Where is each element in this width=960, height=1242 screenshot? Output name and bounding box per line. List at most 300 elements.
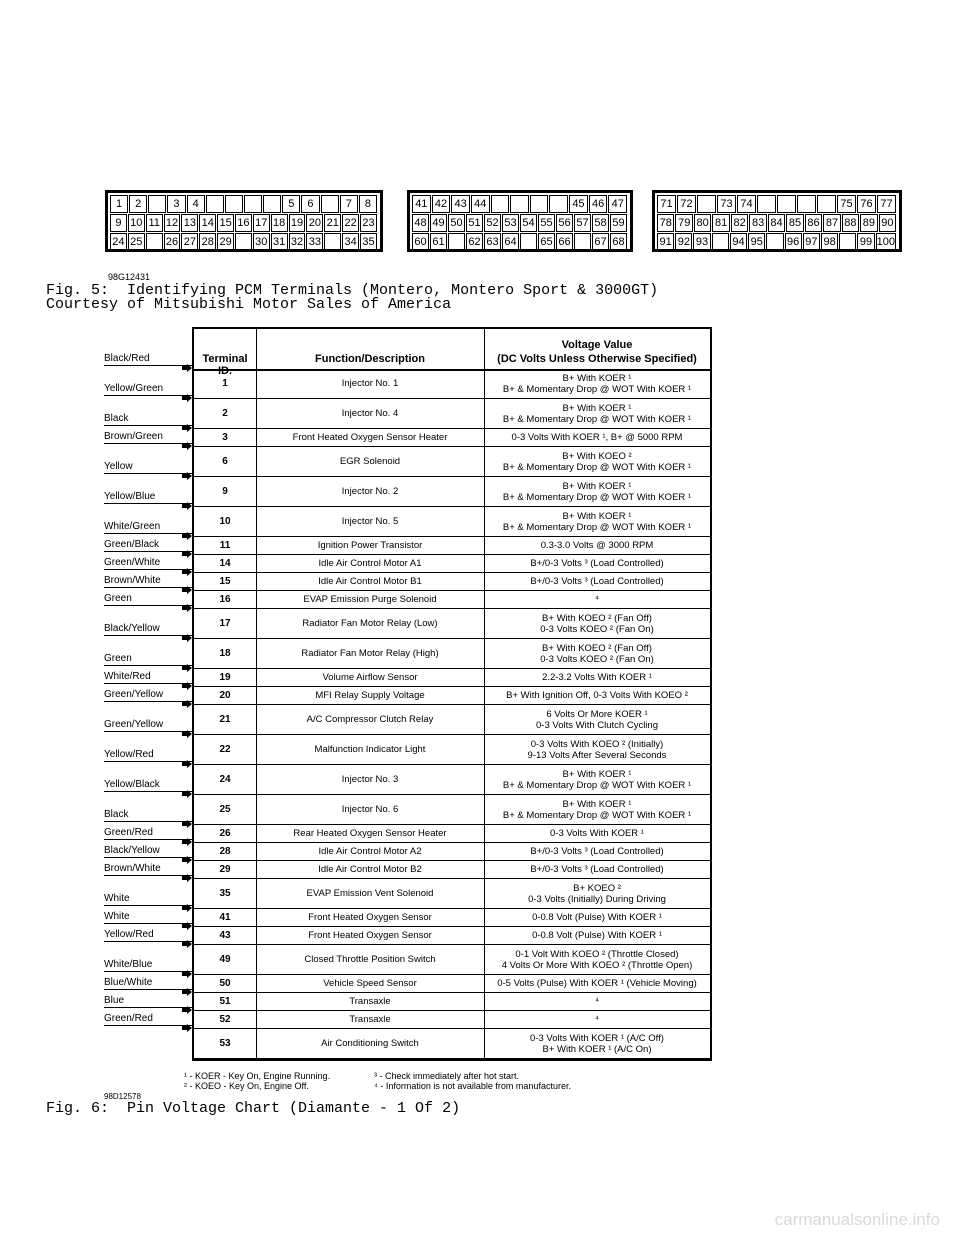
- connector-pin: [448, 233, 465, 251]
- voltage-line2: 0-3 Volts (Initially) During Driving: [528, 893, 666, 905]
- wire-color-label: Green/White: [104, 557, 194, 570]
- wire-arrow-icon: [182, 760, 192, 768]
- connector-pin: 25: [128, 233, 145, 251]
- terminal-id: 6: [194, 447, 257, 476]
- wire-arrow-icon: [182, 940, 192, 948]
- header-divider: [484, 329, 485, 369]
- function-description: Injector No. 5: [256, 507, 485, 536]
- table-row: [194, 609, 710, 639]
- voltage-line1: B+ With KOEO ²: [562, 450, 632, 462]
- voltage-value: [484, 591, 710, 608]
- connector-pin: [757, 195, 776, 213]
- connector-pin: 52: [484, 214, 501, 232]
- connector-pin: 50: [448, 214, 465, 232]
- wire-color-label: White: [104, 911, 194, 924]
- connector-pin: 90: [879, 214, 896, 232]
- connector-pin: [225, 195, 243, 213]
- terminal-id: 18: [194, 639, 257, 668]
- function-description: Idle Air Control Motor A1: [256, 555, 485, 572]
- wire-color-label: Yellow/Black: [104, 779, 194, 792]
- connector-pin: 92: [675, 233, 692, 251]
- terminal-id: 16: [194, 591, 257, 608]
- terminal-id: 50: [194, 975, 257, 992]
- connector-pin: [530, 195, 549, 213]
- voltage-value: [484, 993, 710, 1010]
- voltage-line1: ⁴: [594, 594, 600, 605]
- connector-pin: 17: [253, 214, 270, 232]
- voltage-value: [484, 843, 710, 860]
- connector-pin: [697, 195, 716, 213]
- connector-pin: 16: [235, 214, 252, 232]
- terminal-id: 14: [194, 555, 257, 572]
- table-row: [194, 591, 710, 609]
- wire-color-label: Black/Yellow: [104, 623, 194, 636]
- connector-pin: 87: [823, 214, 840, 232]
- header-voltage-line1: Voltage Value: [561, 339, 633, 351]
- connector-pin: 71: [657, 195, 676, 213]
- voltage-line1: B+/0-3 Volts ³ (Load Controlled): [530, 576, 664, 587]
- table-row: [194, 555, 710, 573]
- voltage-line2: B+ & Momentary Drop @ WOT With KOER ¹: [502, 779, 692, 791]
- wire-arrow-icon: [182, 874, 192, 882]
- connector-pin: 6: [301, 195, 319, 213]
- terminal-id: 19: [194, 669, 257, 686]
- connector-row: [412, 214, 628, 232]
- terminal-id: 22: [194, 735, 257, 764]
- terminal-id: 20: [194, 687, 257, 704]
- connector-pin: 34: [342, 233, 359, 251]
- connector-pin: 65: [538, 233, 555, 251]
- function-description: Front Heated Oxygen Sensor: [256, 927, 485, 944]
- wire-color-label: Yellow/Red: [104, 929, 194, 942]
- voltage-line2: 4 Volts Or More With KOEO ² (Throttle Open): [501, 959, 693, 971]
- connector-pin: [839, 233, 856, 251]
- wire-arrow-icon: [182, 442, 192, 450]
- connector-pin: 31: [271, 233, 288, 251]
- connector-pin: 28: [199, 233, 216, 251]
- connector-pin: 74: [737, 195, 756, 213]
- connector-pin: 41: [412, 195, 431, 213]
- connector-row: [110, 195, 378, 213]
- wire-arrow-icon: [182, 502, 192, 510]
- voltage-value: [484, 765, 710, 794]
- connector-pin: 26: [164, 233, 181, 251]
- voltage-value: [484, 609, 710, 638]
- voltage-line1: B+/0-3 Volts ³ (Load Controlled): [530, 846, 664, 857]
- connector-pin: 61: [430, 233, 447, 251]
- connector-pin: 57: [574, 214, 591, 232]
- connector-pin: 24: [110, 233, 127, 251]
- voltage-line1: 0-0.8 Volt (Pulse) With KOER ¹: [532, 912, 662, 923]
- function-description: MFI Relay Supply Voltage: [256, 687, 485, 704]
- voltage-line1: 0-3 Volts With KOER ¹ (A/C Off): [530, 1032, 664, 1044]
- connector-pin: 78: [657, 214, 674, 232]
- function-description: A/C Compressor Clutch Relay: [256, 705, 485, 734]
- connector-pin: [148, 195, 166, 213]
- function-description: Ignition Power Transistor: [256, 537, 485, 554]
- function-description: Volume Airflow Sensor: [256, 669, 485, 686]
- table-row: [194, 927, 710, 945]
- terminal-id: 25: [194, 795, 257, 824]
- function-description: Injector No. 2: [256, 477, 485, 506]
- function-description: Idle Air Control Motor B1: [256, 573, 485, 590]
- function-description: Rear Heated Oxygen Sensor Heater: [256, 825, 485, 842]
- connector-pin: [491, 195, 510, 213]
- connector-pin: [321, 195, 339, 213]
- connector-pin: 97: [803, 233, 820, 251]
- voltage-line1: 0.3-3.0 Volts @ 3000 RPM: [540, 540, 654, 551]
- wire-arrow-icon: [182, 472, 192, 480]
- connector-pin: 2: [129, 195, 147, 213]
- connector-pin: 82: [731, 214, 748, 232]
- connector-row: [110, 214, 378, 232]
- fig5-caption-line1: Fig. 5: Identifying PCM Terminals (Montero, Montero Sport & 3000GT): [46, 282, 659, 299]
- connector-pin: 13: [181, 214, 198, 232]
- wire-arrow-icon: [182, 790, 192, 798]
- function-description: Injector No. 1: [256, 369, 485, 398]
- voltage-line1: 0-3 Volts With KOER ¹: [550, 828, 644, 839]
- voltage-value: [484, 399, 710, 428]
- table-row: [194, 705, 710, 735]
- connector-pin: 60: [412, 233, 429, 251]
- voltage-value: [484, 573, 710, 590]
- connector-row: [110, 233, 378, 251]
- voltage-value: [484, 879, 710, 908]
- wire-arrow-icon: [182, 604, 192, 612]
- table-row: [194, 687, 710, 705]
- footnote-4: ⁴ - Information is not available from manufacturer.: [374, 1081, 571, 1091]
- terminal-id: 28: [194, 843, 257, 860]
- connector-pin: 51: [466, 214, 483, 232]
- voltage-value: [484, 825, 710, 842]
- voltage-value: [484, 669, 710, 686]
- function-description: Air Conditioning Switch: [256, 1029, 485, 1058]
- header-divider: [256, 329, 257, 369]
- voltage-value: [484, 429, 710, 446]
- table-row: [194, 429, 710, 447]
- terminal-id: 11: [194, 537, 257, 554]
- connector-pin: 67: [592, 233, 609, 251]
- connector-pin: 48: [412, 214, 429, 232]
- connector-pin: 45: [569, 195, 588, 213]
- connector-pin: 19: [289, 214, 306, 232]
- voltage-value: [484, 1011, 710, 1028]
- wire-color-label: Black/Yellow: [104, 845, 194, 858]
- terminal-id: 29: [194, 861, 257, 878]
- connector-pin: 62: [466, 233, 483, 251]
- voltage-value: [484, 975, 710, 992]
- connector-pin: 80: [694, 214, 711, 232]
- connector-pin: 42: [432, 195, 451, 213]
- terminal-id: 10: [194, 507, 257, 536]
- connector-pin: 29: [217, 233, 234, 251]
- connector-pin: 59: [610, 214, 627, 232]
- function-description: Front Heated Oxygen Sensor Heater: [256, 429, 485, 446]
- connector-pin: 79: [675, 214, 692, 232]
- function-description: Transaxle: [256, 1011, 485, 1028]
- voltage-line1: B+/0-3 Volts ³ (Load Controlled): [530, 864, 664, 875]
- voltage-line2: B+ With KOER ¹ (A/C On): [542, 1043, 652, 1055]
- connector-pin: 83: [749, 214, 766, 232]
- voltage-line1: B+ With KOER ¹: [562, 798, 632, 810]
- table-row: [194, 765, 710, 795]
- connector-pin: 46: [589, 195, 608, 213]
- table-row: [194, 369, 710, 399]
- connector-row: [657, 233, 897, 251]
- connector-pin: 85: [786, 214, 803, 232]
- wire-color-label: Black: [104, 809, 194, 822]
- connector-pin: 11: [146, 214, 163, 232]
- table-row: [194, 1011, 710, 1029]
- connector-pin: 53: [502, 214, 519, 232]
- voltage-value: [484, 687, 710, 704]
- function-description: EVAP Emission Vent Solenoid: [256, 879, 485, 908]
- table-row: [194, 825, 710, 843]
- wire-color-label: Green/Red: [104, 1013, 194, 1026]
- voltage-line2: 0-3 Volts KOEO ² (Fan On): [540, 623, 654, 635]
- voltage-value: [484, 639, 710, 668]
- voltage-line2: B+ & Momentary Drop @ WOT With KOER ¹: [502, 413, 692, 425]
- connector-pin: 23: [360, 214, 377, 232]
- wire-color-label: Blue/White: [104, 977, 194, 990]
- connector-pin: 10: [128, 214, 145, 232]
- connector-pin: 75: [837, 195, 856, 213]
- connector-pin: 77: [877, 195, 896, 213]
- connector-pin: 93: [693, 233, 710, 251]
- connector-pin: 56: [556, 214, 573, 232]
- voltage-value: [484, 861, 710, 878]
- connector-pin: [263, 195, 281, 213]
- terminal-id: 1: [194, 369, 257, 398]
- voltage-value: [484, 735, 710, 764]
- voltage-value: [484, 537, 710, 554]
- wire-arrow-icon: [182, 700, 192, 708]
- connector-pin: 15: [217, 214, 234, 232]
- fig6-caption: Fig. 6: Pin Voltage Chart (Diamante - 1 Of 2): [46, 1100, 461, 1117]
- function-description: Front Heated Oxygen Sensor: [256, 909, 485, 926]
- table-row: [194, 537, 710, 555]
- connector-pin: 49: [430, 214, 447, 232]
- function-description: EGR Solenoid: [256, 447, 485, 476]
- connector-pin: [712, 233, 729, 251]
- table-row: [194, 993, 710, 1011]
- function-description: Injector No. 4: [256, 399, 485, 428]
- wire-color-label: Yellow: [104, 461, 194, 474]
- wire-color-label: Black/Red: [104, 353, 194, 366]
- voltage-line1: 6 Volts Or More KOER ¹: [546, 708, 648, 720]
- table-row: [194, 861, 710, 879]
- terminal-id: 2: [194, 399, 257, 428]
- header-terminal-id: Terminal ID.: [202, 353, 248, 377]
- wire-color-label: White: [104, 893, 194, 906]
- connector-pin: 89: [860, 214, 877, 232]
- connector-pin: 94: [730, 233, 747, 251]
- connector-pin: 8: [359, 195, 377, 213]
- voltage-value: [484, 477, 710, 506]
- voltage-line1: B+ With KOER ¹: [562, 372, 632, 384]
- table-row: [194, 639, 710, 669]
- connector-pin: 20: [306, 214, 323, 232]
- wire-color-label: Brown/Green: [104, 431, 194, 444]
- connector-pin: 55: [538, 214, 555, 232]
- connector-pin: 32: [289, 233, 306, 251]
- voltage-value: [484, 795, 710, 824]
- wire-color-label: White/Blue: [104, 959, 194, 972]
- function-description: Transaxle: [256, 993, 485, 1010]
- connector-pin: [510, 195, 529, 213]
- connector-pin: 7: [340, 195, 358, 213]
- connector-pin: 88: [842, 214, 859, 232]
- table-row: [194, 879, 710, 909]
- function-description: Malfunction Indicator Light: [256, 735, 485, 764]
- wire-color-label: Brown/White: [104, 863, 194, 876]
- wire-color-label: Green/Black: [104, 539, 194, 552]
- table-row: [194, 909, 710, 927]
- table-row: [194, 795, 710, 825]
- voltage-line1: B+ With KOEO ² (Fan Off): [542, 642, 652, 654]
- connector-pin: 18: [271, 214, 288, 232]
- function-description: Radiator Fan Motor Relay (Low): [256, 609, 485, 638]
- table-row: [194, 975, 710, 993]
- voltage-line1: B+ With KOER ¹: [562, 510, 632, 522]
- wire-arrow-icon: [182, 1024, 192, 1032]
- table-row: [194, 507, 710, 537]
- connector-row: [412, 233, 628, 251]
- connector-pin: 22: [342, 214, 359, 232]
- connector-pin: 27: [181, 233, 198, 251]
- function-description: EVAP Emission Purge Solenoid: [256, 591, 485, 608]
- connector-pin: 35: [360, 233, 377, 251]
- connector-pin: [324, 233, 341, 251]
- terminal-id: 51: [194, 993, 257, 1010]
- connector-pin: 44: [471, 195, 490, 213]
- connector-pin: 95: [748, 233, 765, 251]
- connector-pin: 1: [110, 195, 128, 213]
- function-description: Injector No. 6: [256, 795, 485, 824]
- connector-pin: 33: [306, 233, 323, 251]
- wire-color-label: Blue: [104, 995, 194, 1008]
- terminal-id: 53: [194, 1029, 257, 1058]
- terminal-id: 21: [194, 705, 257, 734]
- wire-color-label: Green: [104, 593, 194, 606]
- function-description: Closed Throttle Position Switch: [256, 945, 485, 974]
- connector-pin: 9: [110, 214, 127, 232]
- connector-pin: [244, 195, 262, 213]
- table-row: [194, 399, 710, 429]
- connector-pin: 91: [657, 233, 674, 251]
- connector-pin: 54: [520, 214, 537, 232]
- connector-row: [657, 195, 897, 213]
- connector-pin: 96: [785, 233, 802, 251]
- header-function: Function/Description: [315, 353, 425, 365]
- voltage-line2: B+ & Momentary Drop @ WOT With KOER ¹: [502, 461, 692, 473]
- voltage-line1: B+ With KOEO ² (Fan Off): [542, 612, 652, 624]
- voltage-value: [484, 945, 710, 974]
- connector-pin: 68: [610, 233, 627, 251]
- connector-pin: 5: [282, 195, 300, 213]
- voltage-value: [484, 927, 710, 944]
- connector-pin: 99: [857, 233, 874, 251]
- connector-pin: 3: [167, 195, 185, 213]
- connector-pin: 43: [451, 195, 470, 213]
- terminal-id: 24: [194, 765, 257, 794]
- wire-color-label: Yellow/Green: [104, 383, 194, 396]
- terminal-id: 35: [194, 879, 257, 908]
- table-row: [194, 669, 710, 687]
- connector-pin: 4: [187, 195, 205, 213]
- wire-arrow-icon: [182, 394, 192, 402]
- wire-color-label: Yellow/Blue: [104, 491, 194, 504]
- pin-voltage-table: [192, 327, 712, 1061]
- footnote-2: ² - KOEO - Key On, Engine Off.: [184, 1081, 309, 1091]
- terminal-id: 52: [194, 1011, 257, 1028]
- fig5-caption-line2: Courtesy of Mitsubishi Motor Sales of America: [46, 296, 452, 313]
- voltage-value: [484, 555, 710, 572]
- voltage-value: [484, 909, 710, 926]
- wire-arrow-icon: [182, 730, 192, 738]
- table-row: [194, 735, 710, 765]
- voltage-line1: B+/0-3 Volts ³ (Load Controlled): [530, 558, 664, 569]
- connector-block-2: [407, 190, 633, 252]
- voltage-line1: B+ KOEO ²: [573, 882, 621, 894]
- voltage-line2: 9-13 Volts After Several Seconds: [527, 749, 667, 761]
- voltage-line1: 0-3 Volts With KOER ¹, B+ @ 5000 RPM: [511, 432, 683, 443]
- function-description: Idle Air Control Motor B2: [256, 861, 485, 878]
- connector-row: [412, 195, 628, 213]
- connector-pin: 58: [592, 214, 609, 232]
- connector-pin: [574, 233, 591, 251]
- connector-block-3: [652, 190, 902, 252]
- watermark: carmanualsonline.info: [774, 1210, 940, 1229]
- footnote-1: ¹ - KOER - Key On, Engine Running.: [184, 1071, 331, 1081]
- table-row: [194, 1029, 710, 1059]
- connector-pin: 84: [768, 214, 785, 232]
- voltage-line1: ⁴: [594, 996, 600, 1007]
- table-row: [194, 945, 710, 975]
- wire-arrow-icon: [182, 364, 192, 372]
- connector-pin: 81: [712, 214, 729, 232]
- voltage-line2: B+ & Momentary Drop @ WOT With KOER ¹: [502, 521, 692, 533]
- terminal-id: 3: [194, 429, 257, 446]
- voltage-value: [484, 507, 710, 536]
- voltage-line1: 0-5 Volts (Pulse) With KOER ¹ (Vehicle Moving): [497, 978, 697, 989]
- header-voltage-line2: (DC Volts Unless Otherwise Specified): [497, 353, 697, 365]
- voltage-line2: 0-3 Volts With Clutch Cycling: [536, 719, 658, 731]
- voltage-line2: B+ & Momentary Drop @ WOT With KOER ¹: [502, 809, 692, 821]
- function-description: Idle Air Control Motor A2: [256, 843, 485, 860]
- wire-color-label: Green: [104, 653, 194, 666]
- terminal-id: 41: [194, 909, 257, 926]
- voltage-line2: B+ & Momentary Drop @ WOT With KOER ¹: [502, 491, 692, 503]
- fig6-reference-code: 98D12578: [104, 1092, 141, 1101]
- table-row: [194, 573, 710, 591]
- connector-pin: 63: [484, 233, 501, 251]
- connector-pin: [235, 233, 252, 251]
- connector-pin: 64: [502, 233, 519, 251]
- wire-color-label: Black: [104, 413, 194, 426]
- terminal-id: 49: [194, 945, 257, 974]
- connector-pin: 12: [164, 214, 181, 232]
- connector-pin: [817, 195, 836, 213]
- connector-pin: [766, 233, 783, 251]
- table-row: [194, 477, 710, 507]
- connector-pin: 76: [857, 195, 876, 213]
- voltage-line1: B+ With KOER ¹: [562, 402, 632, 414]
- wire-color-label: Yellow/Red: [104, 749, 194, 762]
- voltage-line1: 0-3 Volts With KOEO ² (Initially): [530, 738, 664, 750]
- connector-pin: 98: [821, 233, 838, 251]
- table-row: [194, 447, 710, 477]
